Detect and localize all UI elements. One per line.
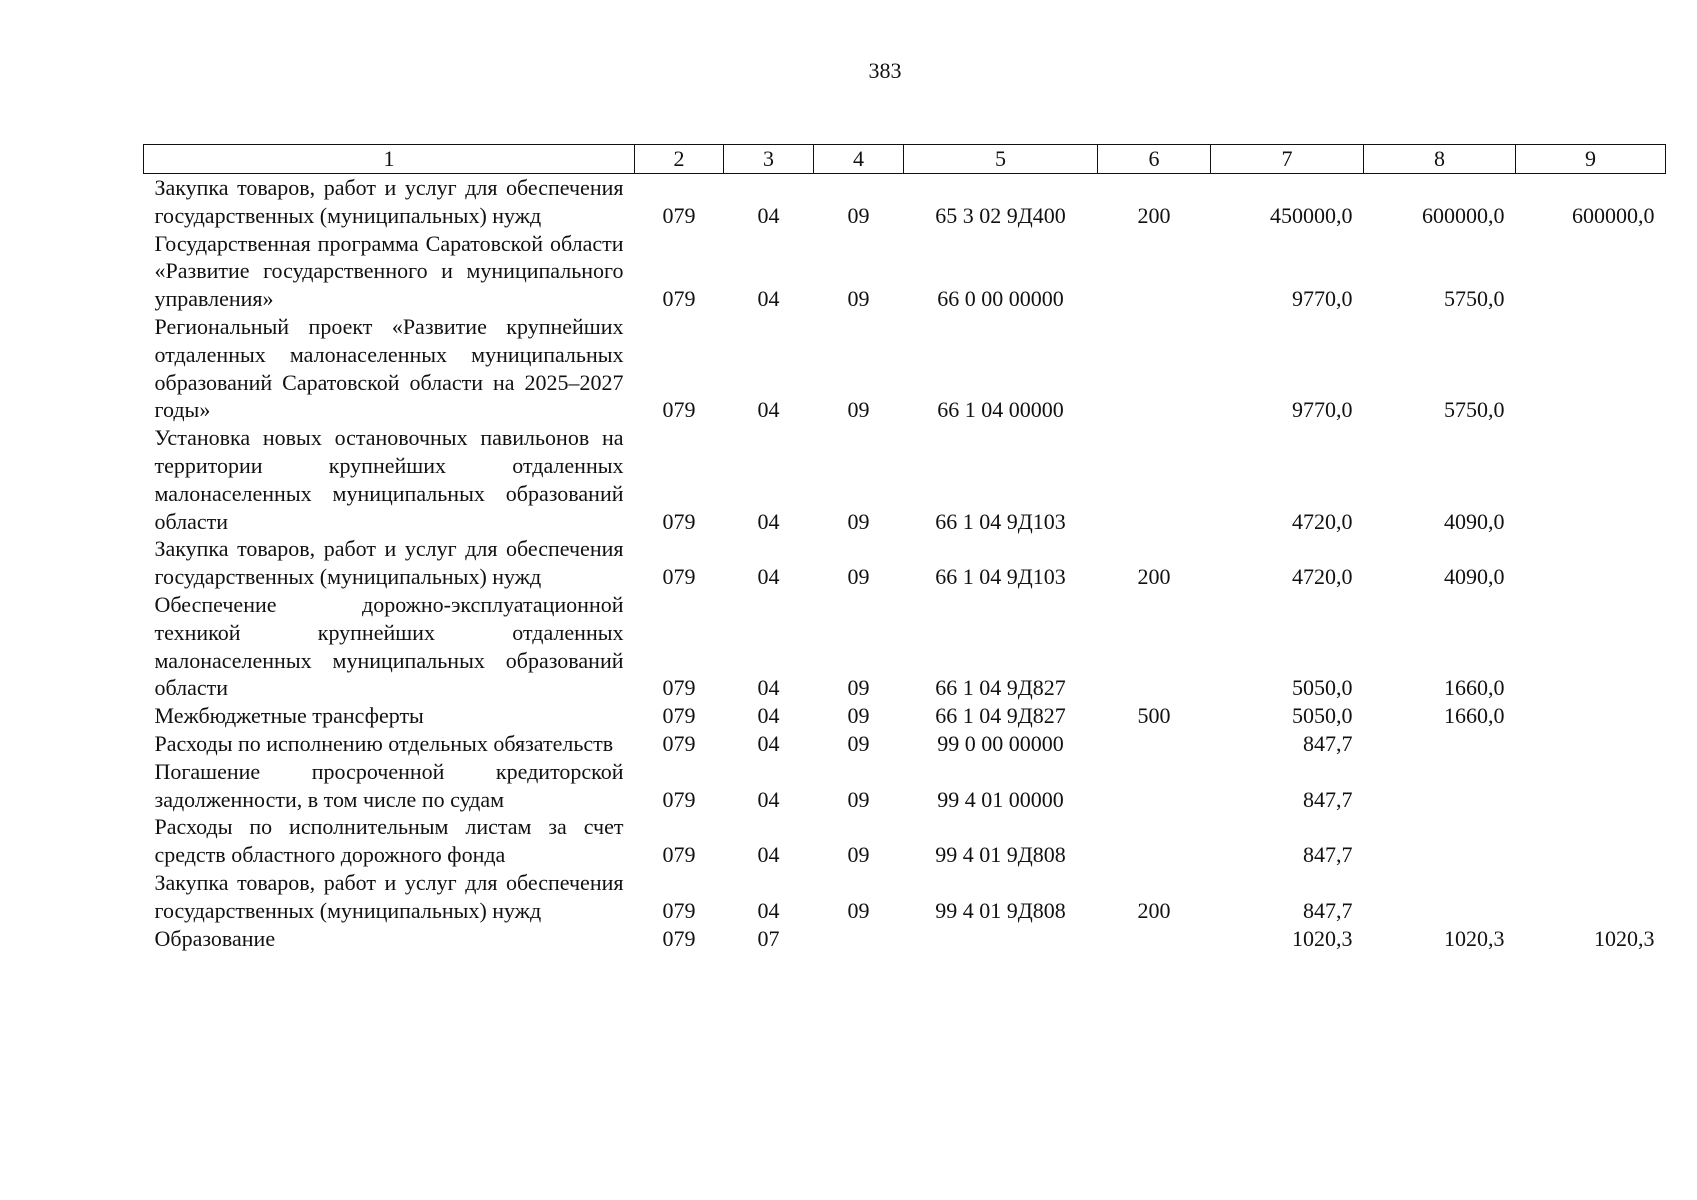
expense-name: Региональный проект «Развитие крупнейших отдаленных малонаселенных муниципальных образований Саратовской области на 2025–2027 годы» [154,313,624,423]
header-col-6: 6 [1098,145,1211,174]
budget-table [143,144,1666,952]
amount-col-9 [1516,813,1666,869]
table-row [144,591,1666,702]
header-col-1: 1 [144,145,635,174]
expense-name: Государственная программа Саратовской области «Развитие государственного и муниципального управления» [154,230,624,312]
amount-col-9 [1516,313,1666,424]
target-article-code [904,925,1098,953]
target-article-code: 99 4 01 9Д808 [935,842,1066,868]
header-col-2: 2 [635,145,724,174]
subsection-code: 09 [847,842,870,868]
expense-type-code [1098,758,1211,814]
subsection-code: 09 [847,675,870,701]
table-row [144,230,1666,313]
header-col-4: 4 [814,145,904,174]
ministry-code: 079 [662,508,696,534]
expense-type-code [1098,925,1211,953]
expense-type-code: 200 [1137,564,1171,590]
target-article-code: 65 3 02 9Д400 [935,202,1066,228]
table-row [144,535,1666,591]
table-row [144,758,1666,814]
amount-col-8: 4090,0 [1444,564,1505,590]
section-code: 04 [757,508,780,534]
amount-col-7: 847,7 [1303,730,1353,756]
amount-col-7: 847,7 [1303,842,1353,868]
amount-col-9: 1020,3 [1594,925,1655,951]
subsection-code: 09 [847,508,870,534]
expense-name: Погашение просроченной кредиторской задолженности, в том числе по судам [154,758,624,812]
amount-col-7: 9770,0 [1292,397,1353,423]
table-row [144,174,1666,230]
table-header [144,145,1666,174]
target-article-code: 66 1 04 00000 [937,397,1064,423]
ministry-code: 079 [662,703,696,729]
section-code: 04 [757,730,780,756]
amount-col-7: 5050,0 [1292,675,1353,701]
section-code: 04 [757,703,780,729]
expense-name: Обеспечение дорожно-эксплуатационной техникой крупнейших отдаленных малонаселенных муниципальных образований области [154,591,624,701]
section-code: 04 [757,202,780,228]
amount-col-9 [1516,535,1666,591]
ministry-code: 079 [662,202,696,228]
expense-type-code [1098,591,1211,702]
expense-type-code [1098,730,1211,758]
expense-type-code [1098,230,1211,313]
section-code: 04 [757,564,780,590]
header-col-7: 7 [1211,145,1364,174]
header-col-9: 9 [1516,145,1666,174]
section-code: 04 [757,675,780,701]
expense-type-code: 500 [1137,703,1171,729]
ministry-code: 079 [662,675,696,701]
table-row [144,313,1666,424]
ministry-code: 079 [662,897,696,923]
amount-col-7: 5050,0 [1292,703,1353,729]
header-col-8: 8 [1364,145,1516,174]
expense-name: Установка новых остановочных павильонов на территории крупнейших отдаленных малонаселенных муниципальных образований области [154,425,624,534]
section-code: 04 [757,286,780,312]
amount-col-9 [1516,230,1666,313]
subsection-code: 09 [847,703,870,729]
expense-name: Закупка товаров, работ и услуг для обеспечения государственных (муниципальных) нужд [154,869,624,923]
amount-col-8 [1364,758,1516,814]
amount-col-9 [1516,730,1666,758]
target-article-code: 66 1 04 9Д827 [935,703,1066,729]
table-row [144,424,1666,535]
expense-name: Расходы по исполнительным листам за счет средств областного дорожного фонда [154,814,624,868]
amount-col-9 [1516,869,1666,925]
page-number: 383 [868,58,902,83]
amount-col-8: 1660,0 [1444,675,1505,701]
amount-col-8: 1660,0 [1444,703,1505,729]
table-row [144,702,1666,730]
subsection-code: 09 [847,730,870,756]
amount-col-8: 5750,0 [1444,286,1505,312]
amount-col-8: 4090,0 [1444,508,1505,534]
table-row [144,813,1666,869]
amount-col-9 [1516,758,1666,814]
target-article-code: 99 4 01 9Д808 [935,897,1066,923]
target-article-code: 66 0 00 00000 [937,286,1064,312]
expense-type-code [1098,813,1211,869]
target-article-code: 66 1 04 9Д103 [935,564,1066,590]
section-code: 04 [757,397,780,423]
amount-col-7: 4720,0 [1292,564,1353,590]
ministry-code: 079 [662,564,696,590]
ministry-code: 079 [662,842,696,868]
target-article-code: 99 0 00 00000 [937,730,1064,756]
amount-col-9 [1516,702,1666,730]
amount-col-8: 1020,3 [1444,925,1505,951]
header-row [144,145,1666,174]
target-article-code: 99 4 01 00000 [937,786,1064,812]
amount-col-7: 4720,0 [1292,508,1353,534]
expense-type-code [1098,313,1211,424]
amount-col-7: 9770,0 [1292,286,1353,312]
amount-col-8 [1364,869,1516,925]
header-col-3: 3 [724,145,814,174]
amount-col-9 [1516,424,1666,535]
amount-col-8: 600000,0 [1422,202,1505,228]
ministry-code: 079 [662,925,696,951]
amount-col-8 [1364,730,1516,758]
expense-type-code: 200 [1137,202,1171,228]
target-article-code: 66 1 04 9Д103 [935,508,1066,534]
amount-col-8: 5750,0 [1444,397,1505,423]
header-col-5: 5 [904,145,1098,174]
subsection-code: 09 [847,202,870,228]
section-code: 04 [757,842,780,868]
target-article-code: 66 1 04 9Д827 [935,675,1066,701]
section-code: 07 [757,925,780,951]
amount-col-9 [1516,591,1666,702]
expense-name: Закупка товаров, работ и услуг для обеспечения государственных (муниципальных) нужд [154,175,624,228]
section-code: 04 [757,897,780,923]
subsection-code: 09 [847,564,870,590]
amount-col-7: 1020,3 [1292,925,1353,951]
ministry-code: 079 [662,397,696,423]
amount-col-7: 847,7 [1303,786,1353,812]
ministry-code: 079 [662,286,696,312]
ministry-code: 079 [662,730,696,756]
amount-col-7: 450000,0 [1270,202,1353,228]
table-row [144,869,1666,925]
amount-col-8 [1364,813,1516,869]
subsection-code: 09 [847,786,870,812]
table-body [144,174,1666,953]
section-code: 04 [757,786,780,812]
amount-col-9: 600000,0 [1572,202,1655,228]
table-row [144,730,1666,758]
amount-col-7: 847,7 [1303,897,1353,923]
ministry-code: 079 [662,786,696,812]
table-row [144,925,1666,953]
subsection-code [814,925,904,953]
expense-name: Расходы по исполнению отдельных обязательств [154,730,614,756]
expense-name: Межбюджетные трансферты [154,703,424,729]
subsection-code: 09 [847,397,870,423]
expense-type-code [1098,424,1211,535]
expense-name: Образование [154,925,276,951]
subsection-code: 09 [847,286,870,312]
expense-type-code: 200 [1137,897,1171,923]
subsection-code: 09 [847,897,870,923]
expense-name: Закупка товаров, работ и услуг для обеспечения государственных (муниципальных) нужд [154,536,624,590]
